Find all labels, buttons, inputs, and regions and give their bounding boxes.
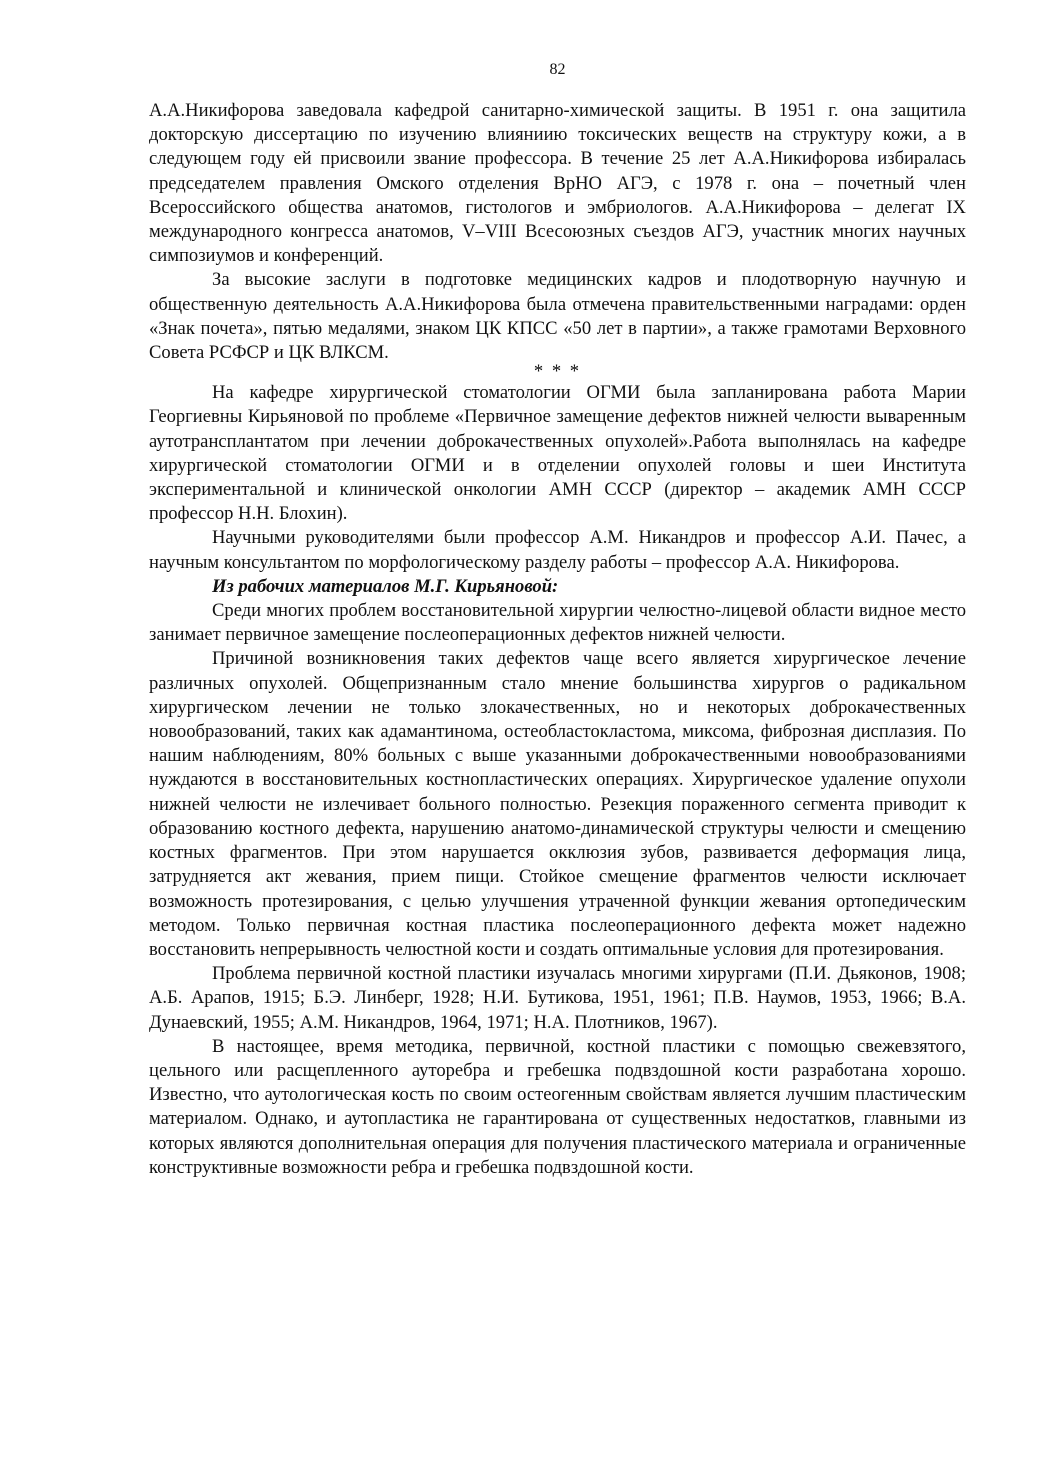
section-separator: * * * xyxy=(533,361,582,383)
paragraph-reconstructive-surgery: Среди многих проблем восстановительной хирургии челюстно-лицевой области видное место занимает первичное замещение послеоперационных дефектов нижней челюсти. xyxy=(149,600,966,646)
subheading-working-materials: Из рабочих материалов М.Г. Кирьяновой: xyxy=(212,575,559,597)
paragraph-current-methods: В настоящее, время методика, первичной, костной пластики с помощью свежевзятого, цельного или расщепленного ауторебра и гребешка подвздошной кости разработана хорошо. Известно, что аутологическая кость по своим остеогенным свойствам является лучшим пластическим материалом. Однако, и аутопластика не гарантирована от существенных недостатков, главными из которых являются дополнительная операция для получения пластического материала и ограниченные конструктивные возможности ребра и гребешка подвздошной кости. xyxy=(149,1035,966,1178)
page-number: 82 xyxy=(549,61,566,78)
paragraph-bone-grafting-history: Проблема первичной костной пластики изучалась многими хирургами (П.И. Дьяконов, 1908; А.Б. Арапов, 1915; Б.Э. Линберг, 1928; Н.И. Бутикова, 1951, 1961; П.В. Наумов, 1953, 1966; В.А. Дунаевский, 1955; А.М. Никандров, 1964, 1971; Н.А. Плотников, 1967). xyxy=(149,963,966,1033)
paragraph-nikiforova-awards: За высокие заслуги в подготовке медицинских кадров и плодотворную научную и общественную деятельность А.А.Никифорова была отмечена правительственными наградами: орден «Знак почета», пятью медалями, знаком ЦК КПСС «50 лет в партии», а также грамотами Верховного Совета РСФСР и ЦК ВЛКСМ. xyxy=(149,269,966,364)
paragraph-kiryanova-work: На кафедре хирургической стоматологии ОГМИ была запланирована работа Марии Георгиевны Кирьяновой по проблеме «Первичное замещение дефектов нижней челюсти вываренным аутотрансплантатом при лечении доброкачественных опухолей».Работа выполнялась на кафедре хирургической стоматологии ОГМИ и в отделении опухолей головы и шеи Института экспериментальной и клинической онкологии АМН СССР (директор – академик АМН СССР профессор Н.Н. Блохин). xyxy=(149,382,966,525)
document-page xyxy=(149,58,966,1180)
paragraph-supervisors: Научными руководителями были профессор А.М. Никандров и профессор А.И. Пачес, а научным консультантом по морфологическому разделу работы – профессор А.А. Никифорова. xyxy=(149,527,966,573)
paragraph-defect-causes: Причиной возникновения таких дефектов чаще всего является хирургическое лечение различных опухолей. Общепризнанным стало мнение большинства хирургов о радикальном хирургическом лечении не только злокачественных, но и некоторых доброкачественных новообразований, таких как адамантинома, остеобластокластома, миксома, фиброзная дисплазия. По нашим наблюдениям, 80% больных с выше указанными доброкачественными новообразованиями нуждаются в восстановительных костнопластических операциях. Хирургическое удаление опухоли нижней челюсти не излечивает больного полностью. Резекция пораженного сегмента приводит к образованию костного дефекта, нарушению анатомо-динамической структуры челюсти и смещению костных фрагментов. При этом нарушается окклюзия зубов, развивается деформация лица, затрудняется акт жевания, прием пищи. Стойкое смещение фрагментов челюсти исключает возможность протезирования, с целью улучшения утраченной функции жевания ортопедическим методом. Только первичная костная пластика послеоперационного дефекта может надежно восстановить непрерывность челюстной кости и создать оптимальные условия для протезирования. xyxy=(149,648,966,960)
paragraph-nikiforova-bio: А.А.Никифорова заведовала кафедрой санитарно-химической защиты. В 1951 г. она защитила докторскую диссертацию по изучению влияниию токсических веществ на структуру кожи, а в следующем году ей присвоили звание профессора. В течение 25 лет А.А.Никифорова избиралась председателем правления Омского отделения ВрНО АГЭ, с 1978 г. она – почетный член Всероссийского общества анатомов, гистологов и эмбриологов. А.А.Никифорова – делегат IX международного конгресса анатомов, V–VIII Всесоюзных съездов АГЭ, участник многих научных симпозиумов и конференций. xyxy=(149,100,966,267)
